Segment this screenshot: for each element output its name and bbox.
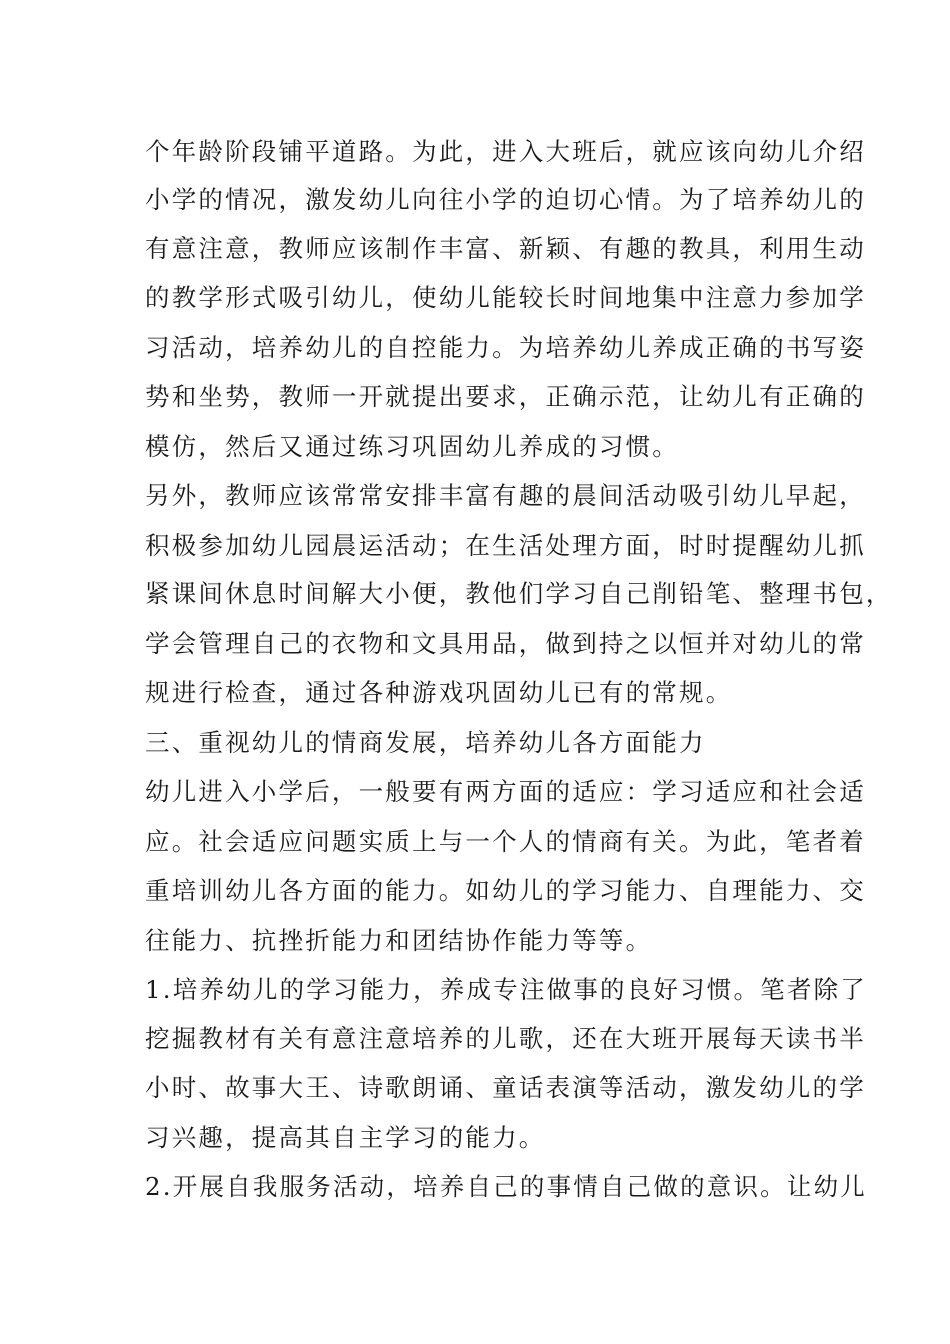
- text-line: 1.培养幼儿的学习能力，养成专注做事的良好习惯。笔者除了: [145, 975, 867, 1004]
- text-line: 幼儿进入小学后，一般要有两方面的适应：学习适应和社会适: [145, 777, 866, 806]
- text-line: 挖掘教材有关有意注意培养的儿歌，还在大班开展每天读书半: [145, 1024, 866, 1053]
- text-line: 习兴趣，提高其自主学习的能力。: [145, 1123, 546, 1152]
- text-line: 势和坐势，教师一开就提出要求，正确示范，让幼儿有正确的: [145, 382, 866, 411]
- text-line: 习活动，培养幼儿的自控能力。为培养幼儿养成正确的书写姿: [145, 333, 866, 362]
- text-line: 往能力、抗挫折能力和团结协作能力等等。: [145, 926, 653, 955]
- text-line: 模仿，然后又通过练习巩固幼儿养成的习惯。: [145, 432, 679, 461]
- text-line: 的教学形式吸引幼儿，使幼儿能较长时间地集中注意力参加学: [145, 283, 866, 312]
- text-line: 积极参加幼儿园晨运活动；在生活处理方面，时时提醒幼儿抓: [145, 531, 866, 560]
- text-line: 小学的情况，激发幼儿向往小学的迫切心情。为了培养幼儿的: [145, 185, 866, 214]
- text-line: 小时、故事大王、诗歌朗诵、童话表演等活动，激发幼儿的学: [145, 1073, 866, 1102]
- text-line: 重培训幼儿各方面的能力。如幼儿的学习能力、自理能力、交: [145, 876, 866, 905]
- text-line: 2.开展自我服务活动，培养自己的事情自己做的意识。让幼儿: [145, 1172, 867, 1201]
- text-line: 规进行检查，通过各种游戏巩固幼儿已有的常规。: [145, 678, 733, 707]
- text-line: 学会管理自己的衣物和文具用品，做到持之以恒并对幼儿的常: [145, 629, 866, 658]
- text-line: 应。社会适应问题实质上与一个人的情商有关。为此，笔者着: [145, 827, 866, 856]
- section-heading: 三、重视幼儿的情商发展，培养幼儿各方面能力: [145, 728, 706, 757]
- text-line: 个年龄阶段铺平道路。为此，进入大班后，就应该向幼儿介绍: [145, 137, 866, 166]
- text-line: 另外，教师应该常常安排丰富有趣的晨间活动吸引幼儿早起，: [145, 481, 866, 510]
- text-line: 紧课间休息时间解大小便，教他们学习自己削铅笔、整理书包，: [145, 579, 893, 608]
- text-line: 有意注意，教师应该制作丰富、新颖、有趣的教具，利用生动: [145, 234, 866, 263]
